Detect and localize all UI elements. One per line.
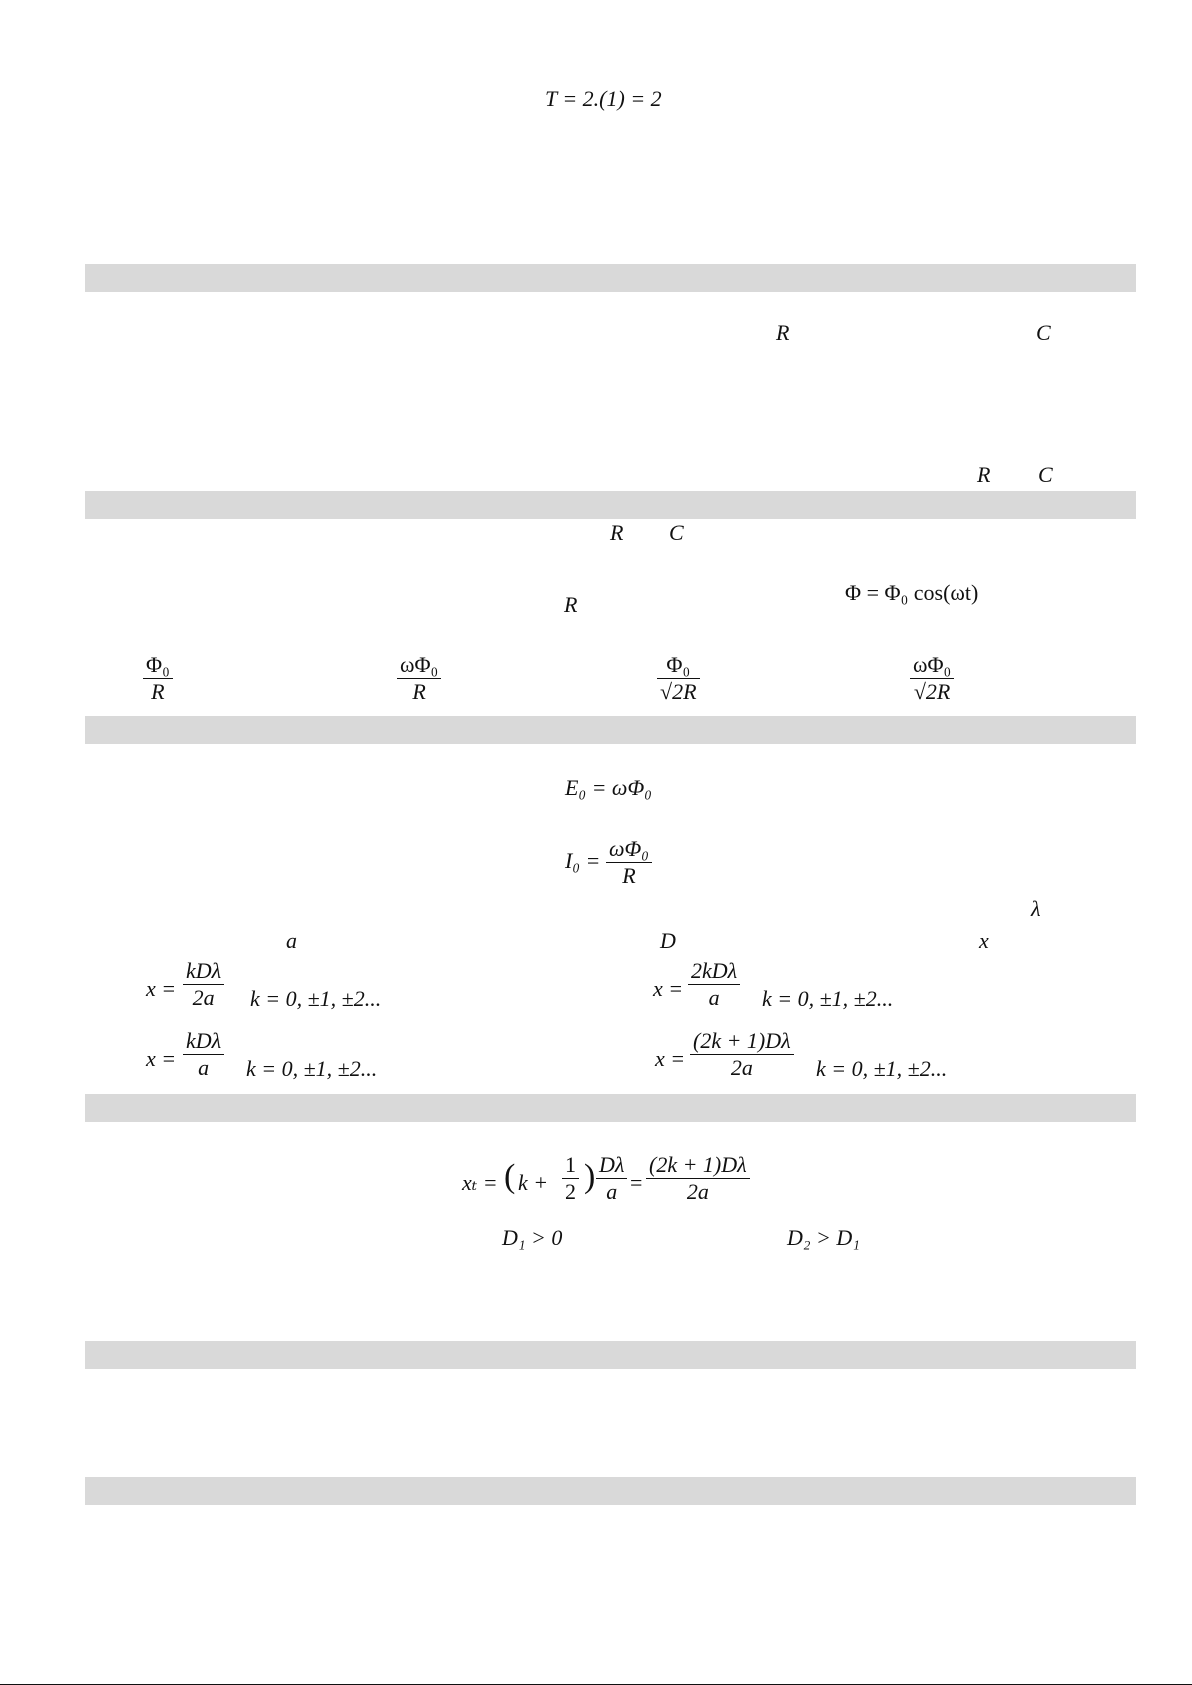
q1-var-c: C <box>1036 320 1051 345</box>
q3-option-b-frac: 2kDλ a <box>688 958 740 1011</box>
q3-option-b-lhs: x = <box>653 976 684 1001</box>
q2-flux-formula: Φ = Φ₀ cos(ωt) <box>845 580 979 605</box>
q3-var-a: a <box>286 928 297 953</box>
section-bar-3 <box>85 716 1136 744</box>
section-bar-1 <box>85 264 1136 292</box>
q2-var-r2: R <box>564 592 578 617</box>
sol2-current-lhs: I₀ = <box>565 848 601 873</box>
q3-option-d-lhs: x = <box>655 1046 686 1071</box>
sol2-current-frac: $\frac{\text{ωΦ₀}}{R}$ <box>606 836 652 889</box>
sol3-lhs: xₜ = <box>462 1170 498 1195</box>
q3-option-d-range: k = 0, ±1, ±2... <box>816 1056 948 1081</box>
sol3-paren-open: ( <box>504 1158 516 1195</box>
sol3-paren-close: ) <box>584 1158 596 1195</box>
q3-option-b-range: k = 0, ±1, ±2... <box>762 986 894 1011</box>
q2-var-c: C <box>669 520 684 545</box>
sol3-half-frac: $\frac{1}{2}$ <box>562 1152 579 1205</box>
q1-var-c2: C <box>1038 462 1053 487</box>
q3-option-d-frac: $\frac{(2k + 1)D\lambda}{2a}$ <box>690 1028 794 1081</box>
q3-option-a-lhs: x = <box>146 976 177 1001</box>
q1-var-r: R <box>776 320 790 345</box>
section-bar-6 <box>85 1477 1136 1505</box>
sol3-cond-2: D₂ > D₁ <box>787 1225 860 1250</box>
sol3-frac-2: $\frac{(2k + 1)D\lambda}{2a}$ <box>646 1152 750 1205</box>
sol2-emf: E₀ = ωΦ₀ <box>565 775 652 800</box>
q2-option-a: $\frac{\text{Φ₀}}{R}$ <box>143 652 173 705</box>
q3-lambda: λ <box>1031 896 1041 921</box>
q3-var-x: x <box>979 928 989 953</box>
q2-option-c: $\frac{\text{Φ₀}}{√2R}$ <box>657 652 700 705</box>
q3-option-c-frac: kDλ a <box>183 1028 224 1081</box>
q2-option-d: $\frac{\text{ωΦ₀}}{√2R}$ <box>910 652 954 705</box>
sol3-frac-1: $\frac{D\lambda}{a}$ <box>596 1152 627 1205</box>
sol3-eq: = <box>630 1170 643 1195</box>
section-bar-2 <box>85 491 1136 519</box>
section-bar-4 <box>85 1094 1136 1122</box>
sol3-k-plus: k + <box>518 1170 549 1195</box>
q2-option-b: $\frac{\text{ωΦ₀}}{R}$ <box>397 652 441 705</box>
q3-option-a-range: k = 0, ±1, ±2... <box>250 986 382 1011</box>
q3-option-c-lhs: x = <box>146 1046 177 1071</box>
q3-option-c-range: k = 0, ±1, ±2... <box>246 1056 378 1081</box>
sol3-cond-1: D₁ > 0 <box>502 1225 563 1250</box>
q2-var-r: R <box>610 520 624 545</box>
q3-var-d: D <box>660 928 676 953</box>
answer-line: T = 2.(1) = 2 <box>545 86 662 111</box>
q1-var-r2: R <box>977 462 991 487</box>
section-bar-5 <box>85 1341 1136 1369</box>
q3-option-a-frac: kDλ 2a <box>183 958 224 1011</box>
